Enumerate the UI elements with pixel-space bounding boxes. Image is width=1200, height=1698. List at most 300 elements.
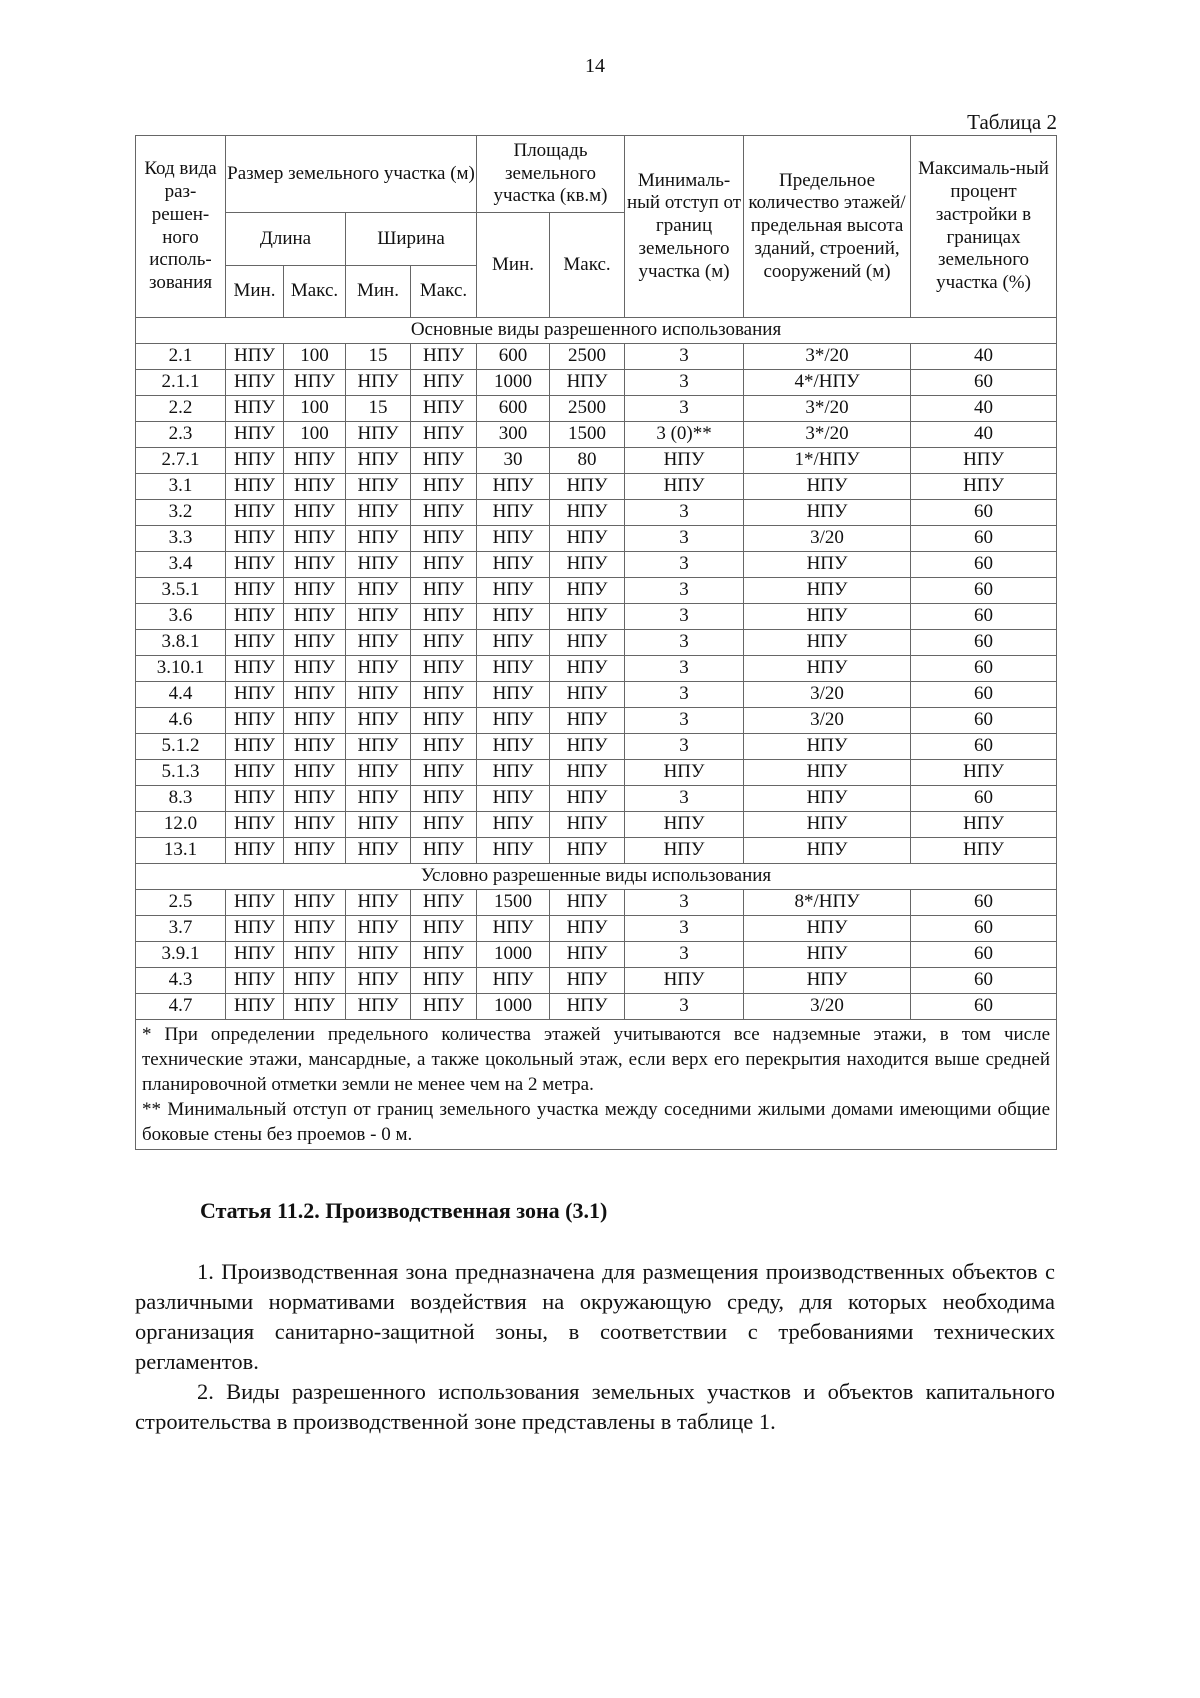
table-cell: 3.1 bbox=[136, 474, 226, 500]
table-cell: НПУ bbox=[226, 838, 284, 864]
table-cell: 60 bbox=[911, 734, 1057, 760]
table-cell: НПУ bbox=[744, 656, 911, 682]
table-cell: НПУ bbox=[346, 890, 411, 916]
table-cell: НПУ bbox=[411, 474, 477, 500]
table-cell: 12.0 bbox=[136, 812, 226, 838]
table-cell: НПУ bbox=[477, 604, 550, 630]
table-cell: НПУ bbox=[477, 812, 550, 838]
table-row bbox=[136, 500, 1057, 526]
table-caption: Таблица 2 bbox=[967, 110, 1057, 134]
table-cell: 4.6 bbox=[136, 708, 226, 734]
table-cell: НПУ bbox=[550, 656, 625, 682]
table-cell: НПУ bbox=[346, 682, 411, 708]
section-title: Условно разрешенные виды использования bbox=[136, 864, 1057, 890]
table-cell: НПУ bbox=[550, 500, 625, 526]
table-cell: НПУ bbox=[744, 916, 911, 942]
table-cell: НПУ bbox=[226, 890, 284, 916]
section-heading: Статья 11.2. Производственная зона (3.1) bbox=[200, 1198, 608, 1223]
table-cell: 8*/НПУ bbox=[744, 890, 911, 916]
table-cell: НПУ bbox=[346, 760, 411, 786]
table-cell: НПУ bbox=[477, 682, 550, 708]
table-cell: НПУ bbox=[477, 526, 550, 552]
table-cell: НПУ bbox=[226, 604, 284, 630]
table-cell: 600 bbox=[477, 396, 550, 422]
table-row bbox=[136, 760, 1057, 786]
table-cell: НПУ bbox=[477, 474, 550, 500]
table-cell: 3 bbox=[625, 734, 744, 760]
table-cell: НПУ bbox=[226, 552, 284, 578]
table-cell: 40 bbox=[911, 344, 1057, 370]
table-cell: 60 bbox=[911, 578, 1057, 604]
table-cell: 3 bbox=[625, 552, 744, 578]
table-cell: НПУ bbox=[911, 474, 1057, 500]
table-cell: 100 bbox=[284, 396, 346, 422]
table-cell: НПУ bbox=[550, 370, 625, 396]
table-cell: НПУ bbox=[411, 630, 477, 656]
table-cell: 4.4 bbox=[136, 682, 226, 708]
table-row bbox=[136, 552, 1057, 578]
table-cell: 300 bbox=[477, 422, 550, 448]
footnote-1: * При определении предельного количества этажей учитываются все надземные этажи, в том числе технические этажи, мансардные, а также цокольный этаж, если верх его перекрытия находится выше средней планировочной отметки земли не менее чем на 2 метра. bbox=[142, 1024, 1051, 1095]
table-cell: НПУ bbox=[284, 500, 346, 526]
table-cell: 30 bbox=[477, 448, 550, 474]
table-cell: НПУ bbox=[226, 786, 284, 812]
table-cell: 3*/20 bbox=[744, 422, 911, 448]
table-cell: НПУ bbox=[550, 968, 625, 994]
table-cell: 3 bbox=[625, 682, 744, 708]
table-cell: НПУ bbox=[550, 760, 625, 786]
table-cell: НПУ bbox=[744, 968, 911, 994]
header-area-max: Макс. bbox=[550, 213, 625, 318]
table-cell: НПУ bbox=[411, 890, 477, 916]
table-row bbox=[136, 968, 1057, 994]
table-cell: НПУ bbox=[284, 968, 346, 994]
table-cell: 60 bbox=[911, 604, 1057, 630]
table-cell: 3*/20 bbox=[744, 396, 911, 422]
table-cell: 2500 bbox=[550, 396, 625, 422]
table-cell: НПУ bbox=[226, 760, 284, 786]
table-cell: НПУ bbox=[744, 942, 911, 968]
table-cell: НПУ bbox=[625, 812, 744, 838]
table-cell: 3.2 bbox=[136, 500, 226, 526]
header-width-min: Мин. bbox=[346, 266, 411, 318]
table-cell: НПУ bbox=[477, 786, 550, 812]
table-cell: НПУ bbox=[411, 968, 477, 994]
table-cell: НПУ bbox=[550, 604, 625, 630]
table-cell: 60 bbox=[911, 630, 1057, 656]
table-cell: НПУ bbox=[346, 786, 411, 812]
table-cell: 3/20 bbox=[744, 994, 911, 1020]
table-cell: НПУ bbox=[411, 994, 477, 1020]
table-cell: 2.7.1 bbox=[136, 448, 226, 474]
table-cell: 3.5.1 bbox=[136, 578, 226, 604]
table-cell: 3 bbox=[625, 526, 744, 552]
table-cell: НПУ bbox=[284, 656, 346, 682]
table-cell: НПУ bbox=[226, 656, 284, 682]
table-cell: НПУ bbox=[411, 500, 477, 526]
table-row bbox=[136, 890, 1057, 916]
paragraph-1: 1. Производственная зона предназначена для размещения производственных объектов с различными нормативами воздействия на окружающую среду, для которых необходима организация санитарно-защитной зоны, в соответствии с требованиями технических регламентов. bbox=[135, 1259, 1055, 1374]
table-cell: НПУ bbox=[625, 760, 744, 786]
table-cell: 60 bbox=[911, 708, 1057, 734]
table-cell: 60 bbox=[911, 682, 1057, 708]
footnote-2: ** Минимальный отступ от границ земельного участка между соседними жилыми домами имеющими общие боковые стены без проемов - 0 м. bbox=[142, 1099, 1051, 1145]
table-cell: НПУ bbox=[411, 526, 477, 552]
table-row bbox=[136, 448, 1057, 474]
table-row bbox=[136, 604, 1057, 630]
table-cell: НПУ bbox=[477, 708, 550, 734]
table-cell: 2.2 bbox=[136, 396, 226, 422]
table-cell: НПУ bbox=[411, 344, 477, 370]
header-setback: Минималь-ный отступ от границ земельного участка (м) bbox=[625, 136, 744, 318]
table-cell: НПУ bbox=[346, 552, 411, 578]
zoning-parameters-table bbox=[135, 135, 1057, 1150]
section-row bbox=[136, 318, 1057, 344]
table-cell: 3 bbox=[625, 890, 744, 916]
table-cell: НПУ bbox=[346, 500, 411, 526]
table-cell: 3.6 bbox=[136, 604, 226, 630]
table-cell: НПУ bbox=[744, 474, 911, 500]
table-cell: НПУ bbox=[550, 942, 625, 968]
table-row bbox=[136, 656, 1057, 682]
table-cell: НПУ bbox=[284, 448, 346, 474]
table-cell: 60 bbox=[911, 656, 1057, 682]
table-cell: 60 bbox=[911, 786, 1057, 812]
table-row bbox=[136, 370, 1057, 396]
table-cell: НПУ bbox=[346, 370, 411, 396]
table-cell: НПУ bbox=[411, 578, 477, 604]
footnotes bbox=[136, 1020, 1057, 1150]
table-cell: НПУ bbox=[226, 526, 284, 552]
table-cell: НПУ bbox=[550, 786, 625, 812]
table-cell: НПУ bbox=[226, 916, 284, 942]
table-cell: НПУ bbox=[284, 578, 346, 604]
table-cell: НПУ bbox=[226, 396, 284, 422]
table-cell: НПУ bbox=[226, 734, 284, 760]
table-cell: НПУ bbox=[411, 786, 477, 812]
table-cell: 3.10.1 bbox=[136, 656, 226, 682]
section-row bbox=[136, 864, 1057, 890]
table-row bbox=[136, 682, 1057, 708]
table-cell: НПУ bbox=[226, 370, 284, 396]
header-area-min: Мин. bbox=[477, 213, 550, 318]
table-cell: 3 bbox=[625, 344, 744, 370]
table-cell: НПУ bbox=[411, 760, 477, 786]
table-cell: НПУ bbox=[744, 734, 911, 760]
table-cell: НПУ bbox=[550, 890, 625, 916]
header-percent: Максималь-ный процент застройки в границах земельного участка (%) bbox=[911, 136, 1057, 318]
table-cell: НПУ bbox=[625, 968, 744, 994]
table-cell: 1000 bbox=[477, 942, 550, 968]
table-cell: 1000 bbox=[477, 370, 550, 396]
table-cell: 3 (0)** bbox=[625, 422, 744, 448]
table-cell: 60 bbox=[911, 500, 1057, 526]
table-cell: НПУ bbox=[346, 968, 411, 994]
table-cell: 60 bbox=[911, 370, 1057, 396]
table-cell: НПУ bbox=[411, 812, 477, 838]
table-cell: НПУ bbox=[550, 916, 625, 942]
table-cell: НПУ bbox=[226, 994, 284, 1020]
table-cell: НПУ bbox=[284, 812, 346, 838]
table-row bbox=[136, 474, 1057, 500]
table-cell: НПУ bbox=[477, 552, 550, 578]
table-cell: 60 bbox=[911, 526, 1057, 552]
table-cell: 60 bbox=[911, 916, 1057, 942]
table-row bbox=[136, 994, 1057, 1020]
table-cell: НПУ bbox=[744, 500, 911, 526]
table-cell: НПУ bbox=[744, 578, 911, 604]
table-cell: 2500 bbox=[550, 344, 625, 370]
table-cell: НПУ bbox=[477, 500, 550, 526]
table-cell: НПУ bbox=[226, 968, 284, 994]
table-cell: 60 bbox=[911, 994, 1057, 1020]
table-cell: НПУ bbox=[625, 448, 744, 474]
table-cell: НПУ bbox=[911, 448, 1057, 474]
table-cell: НПУ bbox=[226, 344, 284, 370]
table-cell: НПУ bbox=[744, 838, 911, 864]
table-cell: НПУ bbox=[346, 942, 411, 968]
table-row bbox=[136, 734, 1057, 760]
table-cell: НПУ bbox=[744, 812, 911, 838]
table-cell: 8.3 bbox=[136, 786, 226, 812]
table-cell: 1500 bbox=[477, 890, 550, 916]
header-area: Площадь земельного участка (кв.м) bbox=[477, 136, 625, 213]
table-cell: НПУ bbox=[346, 812, 411, 838]
table-cell: НПУ bbox=[477, 630, 550, 656]
table-cell: 40 bbox=[911, 422, 1057, 448]
table-cell: НПУ bbox=[346, 916, 411, 942]
table-cell: НПУ bbox=[550, 734, 625, 760]
table-cell: НПУ bbox=[411, 396, 477, 422]
table-cell: НПУ bbox=[346, 708, 411, 734]
table-cell: НПУ bbox=[477, 734, 550, 760]
table-cell: 3 bbox=[625, 708, 744, 734]
table-cell: НПУ bbox=[284, 942, 346, 968]
table-cell: НПУ bbox=[284, 682, 346, 708]
table-cell: 3 bbox=[625, 942, 744, 968]
table-cell: НПУ bbox=[411, 448, 477, 474]
table-cell: НПУ bbox=[550, 578, 625, 604]
table-cell: 3 bbox=[625, 500, 744, 526]
table-cell: 40 bbox=[911, 396, 1057, 422]
paragraph-2: 2. Виды разрешенного использования земельных участков и объектов капитального строительства в производственной зоне представлены в таблице 1. bbox=[135, 1379, 1055, 1434]
table-cell: НПУ bbox=[625, 474, 744, 500]
table-cell: 4*/НПУ bbox=[744, 370, 911, 396]
table-cell: 3 bbox=[625, 396, 744, 422]
table-cell: НПУ bbox=[411, 838, 477, 864]
table-cell: 5.1.3 bbox=[136, 760, 226, 786]
table-cell: 100 bbox=[284, 422, 346, 448]
table-row bbox=[136, 422, 1057, 448]
table-cell: НПУ bbox=[226, 500, 284, 526]
table-cell: НПУ bbox=[284, 838, 346, 864]
table-cell: НПУ bbox=[477, 968, 550, 994]
table-cell: НПУ bbox=[477, 578, 550, 604]
header-size: Размер земельного участка (м) bbox=[226, 136, 477, 213]
table-cell: НПУ bbox=[226, 682, 284, 708]
table-cell: НПУ bbox=[346, 734, 411, 760]
table-row bbox=[136, 578, 1057, 604]
table-cell: 3 bbox=[625, 370, 744, 396]
table-cell: НПУ bbox=[411, 422, 477, 448]
table-cell: НПУ bbox=[550, 708, 625, 734]
table-cell: НПУ bbox=[284, 708, 346, 734]
table-cell: 3.9.1 bbox=[136, 942, 226, 968]
table-cell: 3 bbox=[625, 604, 744, 630]
table-cell: НПУ bbox=[744, 760, 911, 786]
header-length-max: Макс. bbox=[284, 266, 346, 318]
table-cell: 600 bbox=[477, 344, 550, 370]
table-cell: НПУ bbox=[411, 604, 477, 630]
table-cell: НПУ bbox=[744, 552, 911, 578]
table-cell: 3 bbox=[625, 578, 744, 604]
table-cell: 3/20 bbox=[744, 708, 911, 734]
section-title: Основные виды разрешенного использования bbox=[136, 318, 1057, 344]
table-row bbox=[136, 630, 1057, 656]
table-cell: НПУ bbox=[550, 994, 625, 1020]
table-cell: НПУ bbox=[284, 890, 346, 916]
table-cell: 2.1 bbox=[136, 344, 226, 370]
table-cell: НПУ bbox=[284, 630, 346, 656]
table-cell: НПУ bbox=[411, 682, 477, 708]
table-cell: НПУ bbox=[477, 838, 550, 864]
table-cell: 3*/20 bbox=[744, 344, 911, 370]
table-cell: НПУ bbox=[284, 786, 346, 812]
table-cell: НПУ bbox=[744, 786, 911, 812]
table-cell: НПУ bbox=[346, 422, 411, 448]
table-cell: 15 bbox=[346, 396, 411, 422]
table-cell: НПУ bbox=[284, 604, 346, 630]
table-cell: 3.4 bbox=[136, 552, 226, 578]
header-width: Ширина bbox=[346, 213, 477, 266]
table-cell: 60 bbox=[911, 890, 1057, 916]
table-cell: НПУ bbox=[550, 630, 625, 656]
table-row bbox=[136, 526, 1057, 552]
table-cell: 4.7 bbox=[136, 994, 226, 1020]
table-cell: НПУ bbox=[226, 812, 284, 838]
table-cell: НПУ bbox=[411, 734, 477, 760]
table-cell: 1500 bbox=[550, 422, 625, 448]
header-floors: Предельное количество этажей/ предельная высота зданий, строений, сооружений (м) bbox=[744, 136, 911, 318]
table-row bbox=[136, 396, 1057, 422]
table-cell: НПУ bbox=[911, 838, 1057, 864]
table-cell: НПУ bbox=[284, 734, 346, 760]
table-cell: НПУ bbox=[226, 942, 284, 968]
header-code: Код вида раз-решен-ного исполь-зования bbox=[136, 136, 226, 318]
header-width-max: Макс. bbox=[411, 266, 477, 318]
table-cell: 1*/НПУ bbox=[744, 448, 911, 474]
table-cell: НПУ bbox=[625, 838, 744, 864]
header-length-min: Мин. bbox=[226, 266, 284, 318]
table-cell: НПУ bbox=[346, 578, 411, 604]
table-cell: НПУ bbox=[346, 448, 411, 474]
table-cell: НПУ bbox=[284, 474, 346, 500]
table-cell: НПУ bbox=[346, 994, 411, 1020]
table-cell: НПУ bbox=[550, 526, 625, 552]
table-cell: НПУ bbox=[226, 448, 284, 474]
table-cell: 3 bbox=[625, 786, 744, 812]
table-cell: 3 bbox=[625, 656, 744, 682]
table-cell: НПУ bbox=[550, 838, 625, 864]
table-cell: 3.8.1 bbox=[136, 630, 226, 656]
table-cell: НПУ bbox=[550, 812, 625, 838]
table-cell: НПУ bbox=[411, 916, 477, 942]
table-cell: 3 bbox=[625, 916, 744, 942]
table-cell: НПУ bbox=[477, 656, 550, 682]
table-cell: НПУ bbox=[346, 630, 411, 656]
table-cell: 60 bbox=[911, 968, 1057, 994]
table-cell: 2.1.1 bbox=[136, 370, 226, 396]
table-cell: НПУ bbox=[284, 760, 346, 786]
table-cell: НПУ bbox=[477, 916, 550, 942]
table-cell: 3 bbox=[625, 994, 744, 1020]
table-cell: НПУ bbox=[346, 838, 411, 864]
table-row bbox=[136, 942, 1057, 968]
table-cell: НПУ bbox=[284, 526, 346, 552]
table-cell: НПУ bbox=[346, 656, 411, 682]
table-cell: 3/20 bbox=[744, 526, 911, 552]
table-cell: НПУ bbox=[411, 370, 477, 396]
table-cell: НПУ bbox=[911, 812, 1057, 838]
table-cell: НПУ bbox=[550, 682, 625, 708]
table-cell: НПУ bbox=[744, 630, 911, 656]
table-cell: НПУ bbox=[411, 552, 477, 578]
table-cell: 3.3 bbox=[136, 526, 226, 552]
table-row bbox=[136, 786, 1057, 812]
table-cell: НПУ bbox=[226, 474, 284, 500]
table-row bbox=[136, 812, 1057, 838]
table-cell: НПУ bbox=[284, 916, 346, 942]
table-cell: НПУ bbox=[226, 630, 284, 656]
table-cell: 2.5 bbox=[136, 890, 226, 916]
table-row bbox=[136, 838, 1057, 864]
table-cell: НПУ bbox=[550, 552, 625, 578]
table-cell: НПУ bbox=[411, 942, 477, 968]
table-cell: 3.7 bbox=[136, 916, 226, 942]
table-cell: НПУ bbox=[284, 994, 346, 1020]
table-cell: 1000 bbox=[477, 994, 550, 1020]
table-cell: 80 bbox=[550, 448, 625, 474]
table-cell: НПУ bbox=[284, 370, 346, 396]
table-cell: НПУ bbox=[477, 760, 550, 786]
table-cell: НПУ bbox=[346, 526, 411, 552]
table-cell: НПУ bbox=[346, 604, 411, 630]
table-cell: НПУ bbox=[226, 708, 284, 734]
table-cell: 100 bbox=[284, 344, 346, 370]
table-cell: НПУ bbox=[911, 760, 1057, 786]
table-cell: 60 bbox=[911, 552, 1057, 578]
table-cell: 3 bbox=[625, 630, 744, 656]
table-cell: НПУ bbox=[226, 422, 284, 448]
table-cell: НПУ bbox=[226, 578, 284, 604]
table-cell: 2.3 bbox=[136, 422, 226, 448]
table-cell: 60 bbox=[911, 942, 1057, 968]
table-cell: НПУ bbox=[346, 474, 411, 500]
table-cell: 3/20 bbox=[744, 682, 911, 708]
table-row bbox=[136, 916, 1057, 942]
header-length: Длина bbox=[226, 213, 346, 266]
table-cell: 4.3 bbox=[136, 968, 226, 994]
table-cell: 13.1 bbox=[136, 838, 226, 864]
page-number: 14 bbox=[585, 55, 605, 77]
table-cell: НПУ bbox=[744, 604, 911, 630]
table-cell: НПУ bbox=[284, 552, 346, 578]
table-cell: НПУ bbox=[550, 474, 625, 500]
table-cell: 5.1.2 bbox=[136, 734, 226, 760]
table-cell: НПУ bbox=[411, 656, 477, 682]
table-cell: НПУ bbox=[411, 708, 477, 734]
table-cell: 15 bbox=[346, 344, 411, 370]
